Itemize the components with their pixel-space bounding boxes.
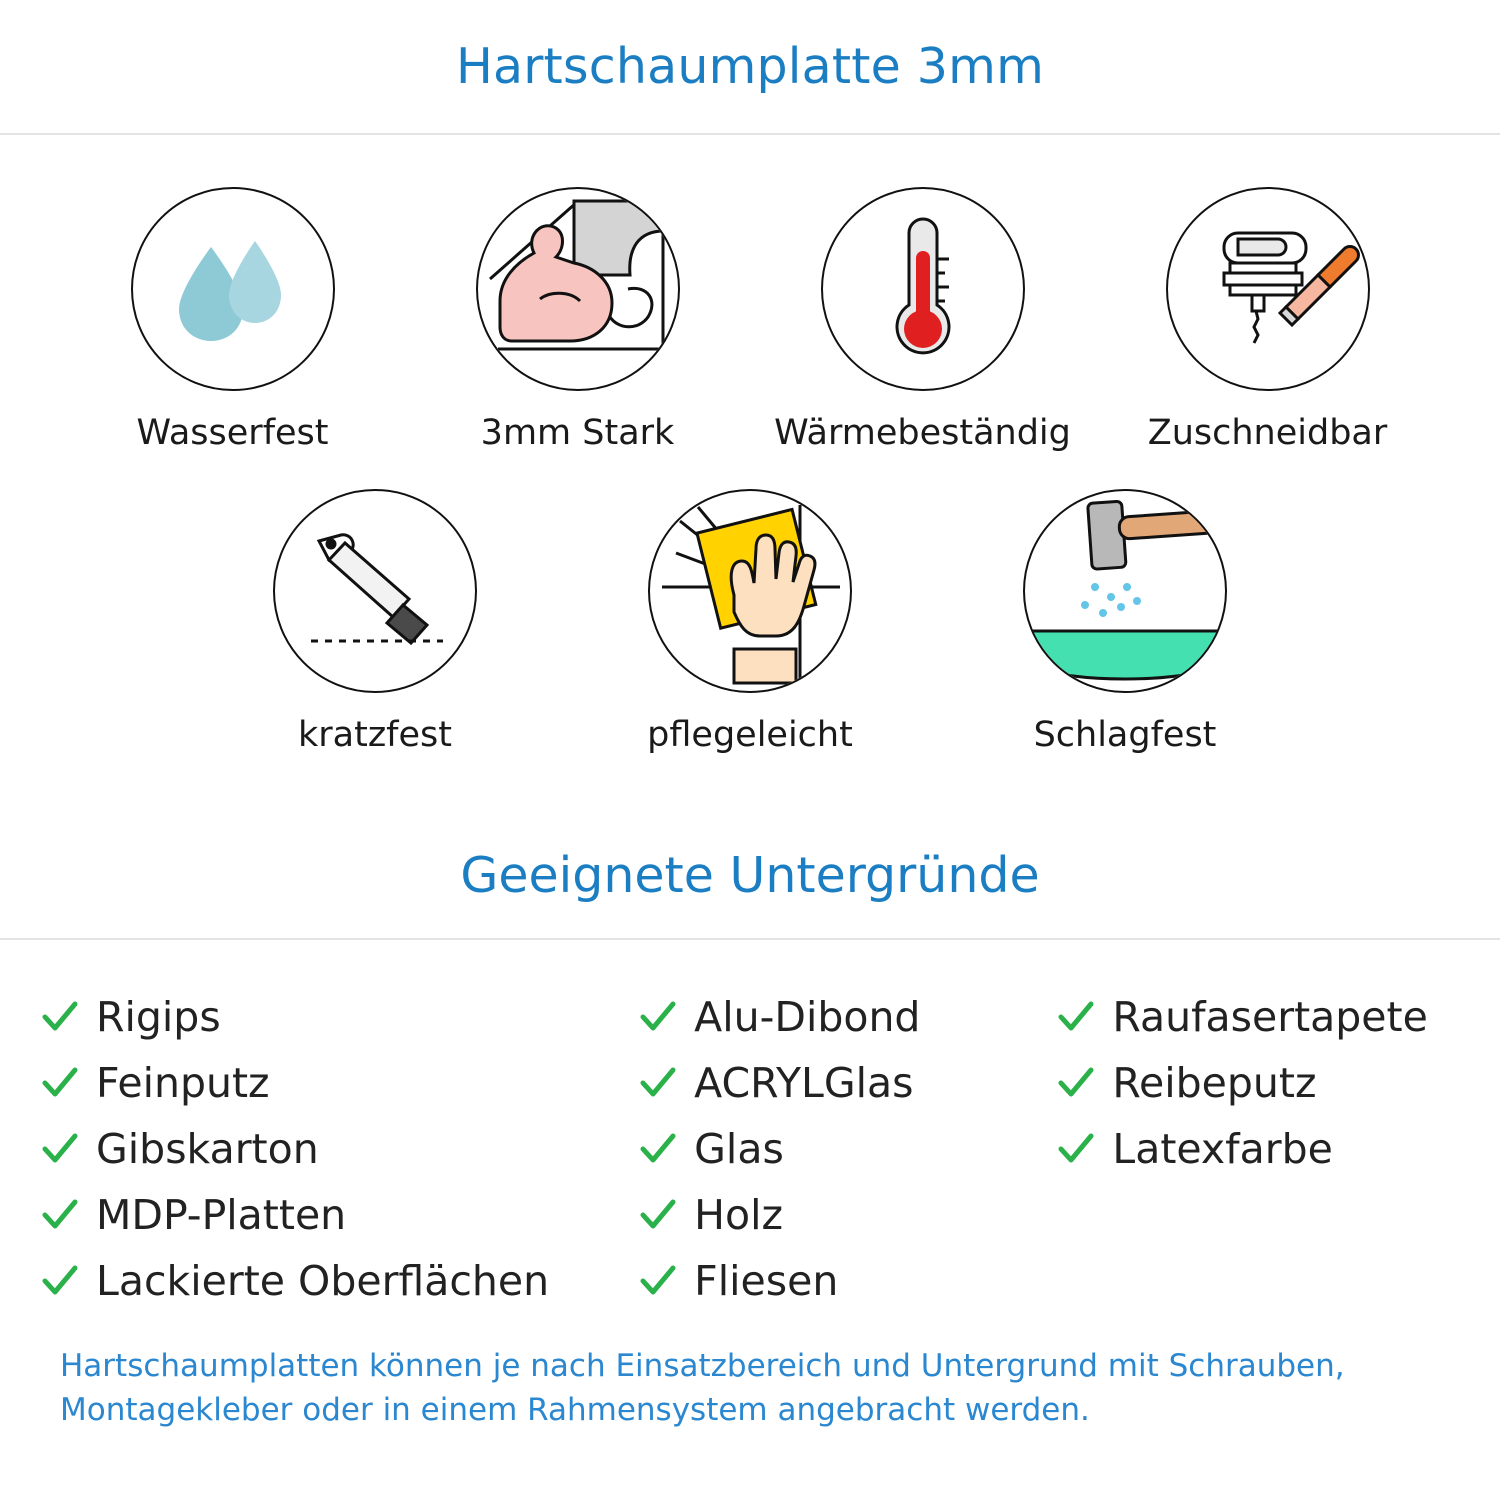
hand-cleaning-cloth-icon (648, 489, 852, 693)
feature-grid (0, 135, 1500, 755)
knife-scratch-icon (273, 489, 477, 693)
list-item-label: MDP-Platten (96, 1191, 347, 1239)
feature-kratzfest (188, 489, 563, 755)
feature-row-2 (0, 489, 1500, 755)
header (0, 0, 1500, 95)
check-icon (638, 1261, 678, 1301)
check-icon (1056, 1129, 1096, 1169)
feature-schlagfest (938, 489, 1313, 755)
feature-wasserfest (60, 187, 405, 453)
feature-3mm-stark (405, 187, 750, 453)
feature-waermebestaendig (750, 187, 1095, 453)
list-item-label: Gibskarton (96, 1125, 319, 1173)
check-icon (40, 1129, 80, 1169)
list-item (638, 984, 1056, 1050)
list-item-label: Holz (694, 1191, 783, 1239)
footer-note: Hartschaumplatten können je nach Einsatzbereich und Untergrund mit Schrauben, Montagekleber oder in einem Rahmensystem angebracht werden. (60, 1348, 1345, 1429)
hammer-impact-icon (1023, 489, 1227, 693)
substrates-column-1 (40, 984, 638, 1314)
check-icon (40, 1195, 80, 1235)
feature-label: Schlagfest (1033, 715, 1217, 755)
jigsaw-cutter-icon (1166, 187, 1370, 391)
list-item-label: Feinputz (96, 1059, 270, 1107)
substrates-title: Geeignete Untergründe (460, 847, 1040, 904)
list-item (1056, 1116, 1460, 1182)
check-icon (40, 1063, 80, 1103)
check-icon (1056, 1063, 1096, 1103)
list-item (40, 984, 638, 1050)
list-item-label: Reibeputz (1112, 1059, 1317, 1107)
feature-label: Zuschneidbar (1147, 413, 1388, 453)
feature-zuschneidbar (1095, 187, 1440, 453)
list-item-label: Rigips (96, 993, 221, 1041)
feature-label: Wasserfest (136, 413, 329, 453)
check-icon (638, 1063, 678, 1103)
list-item-label: Fliesen (694, 1257, 839, 1305)
list-item (638, 1116, 1056, 1182)
check-icon (638, 997, 678, 1037)
list-item (638, 1050, 1056, 1116)
substrates-header (0, 847, 1500, 904)
flexing-arm-icon (476, 187, 680, 391)
feature-label: 3mm Stark (480, 413, 675, 453)
list-item (1056, 1050, 1460, 1116)
feature-label: pflegeleicht (647, 715, 853, 755)
list-item-label: ACRYLGlas (694, 1059, 914, 1107)
check-icon (638, 1195, 678, 1235)
list-item (40, 1116, 638, 1182)
substrates-column-3 (1056, 984, 1460, 1314)
list-item (638, 1248, 1056, 1314)
thermometer-icon (821, 187, 1025, 391)
list-item (1056, 984, 1460, 1050)
list-item-label: Lackierte Oberflächen (96, 1257, 550, 1305)
feature-label: Wärmebeständig (774, 413, 1071, 453)
water-drops-icon (131, 187, 335, 391)
list-item-label: Alu-Dibond (694, 993, 921, 1041)
list-item (40, 1248, 638, 1314)
list-item (40, 1182, 638, 1248)
list-item (40, 1050, 638, 1116)
check-icon (40, 997, 80, 1037)
list-item-label: Raufasertapete (1112, 993, 1428, 1041)
feature-label: kratzfest (297, 715, 452, 755)
list-item-label: Glas (694, 1125, 784, 1173)
substrates-list (0, 940, 1500, 1314)
check-icon (40, 1261, 80, 1301)
check-icon (1056, 997, 1096, 1037)
page-title: Hartschaumplatte 3mm (455, 38, 1045, 95)
substrates-column-2 (638, 984, 1056, 1314)
feature-pflegeleicht (563, 489, 938, 755)
list-item-label: Latexfarbe (1112, 1125, 1333, 1173)
feature-row-1 (0, 187, 1500, 453)
list-item (638, 1182, 1056, 1248)
check-icon (638, 1129, 678, 1169)
